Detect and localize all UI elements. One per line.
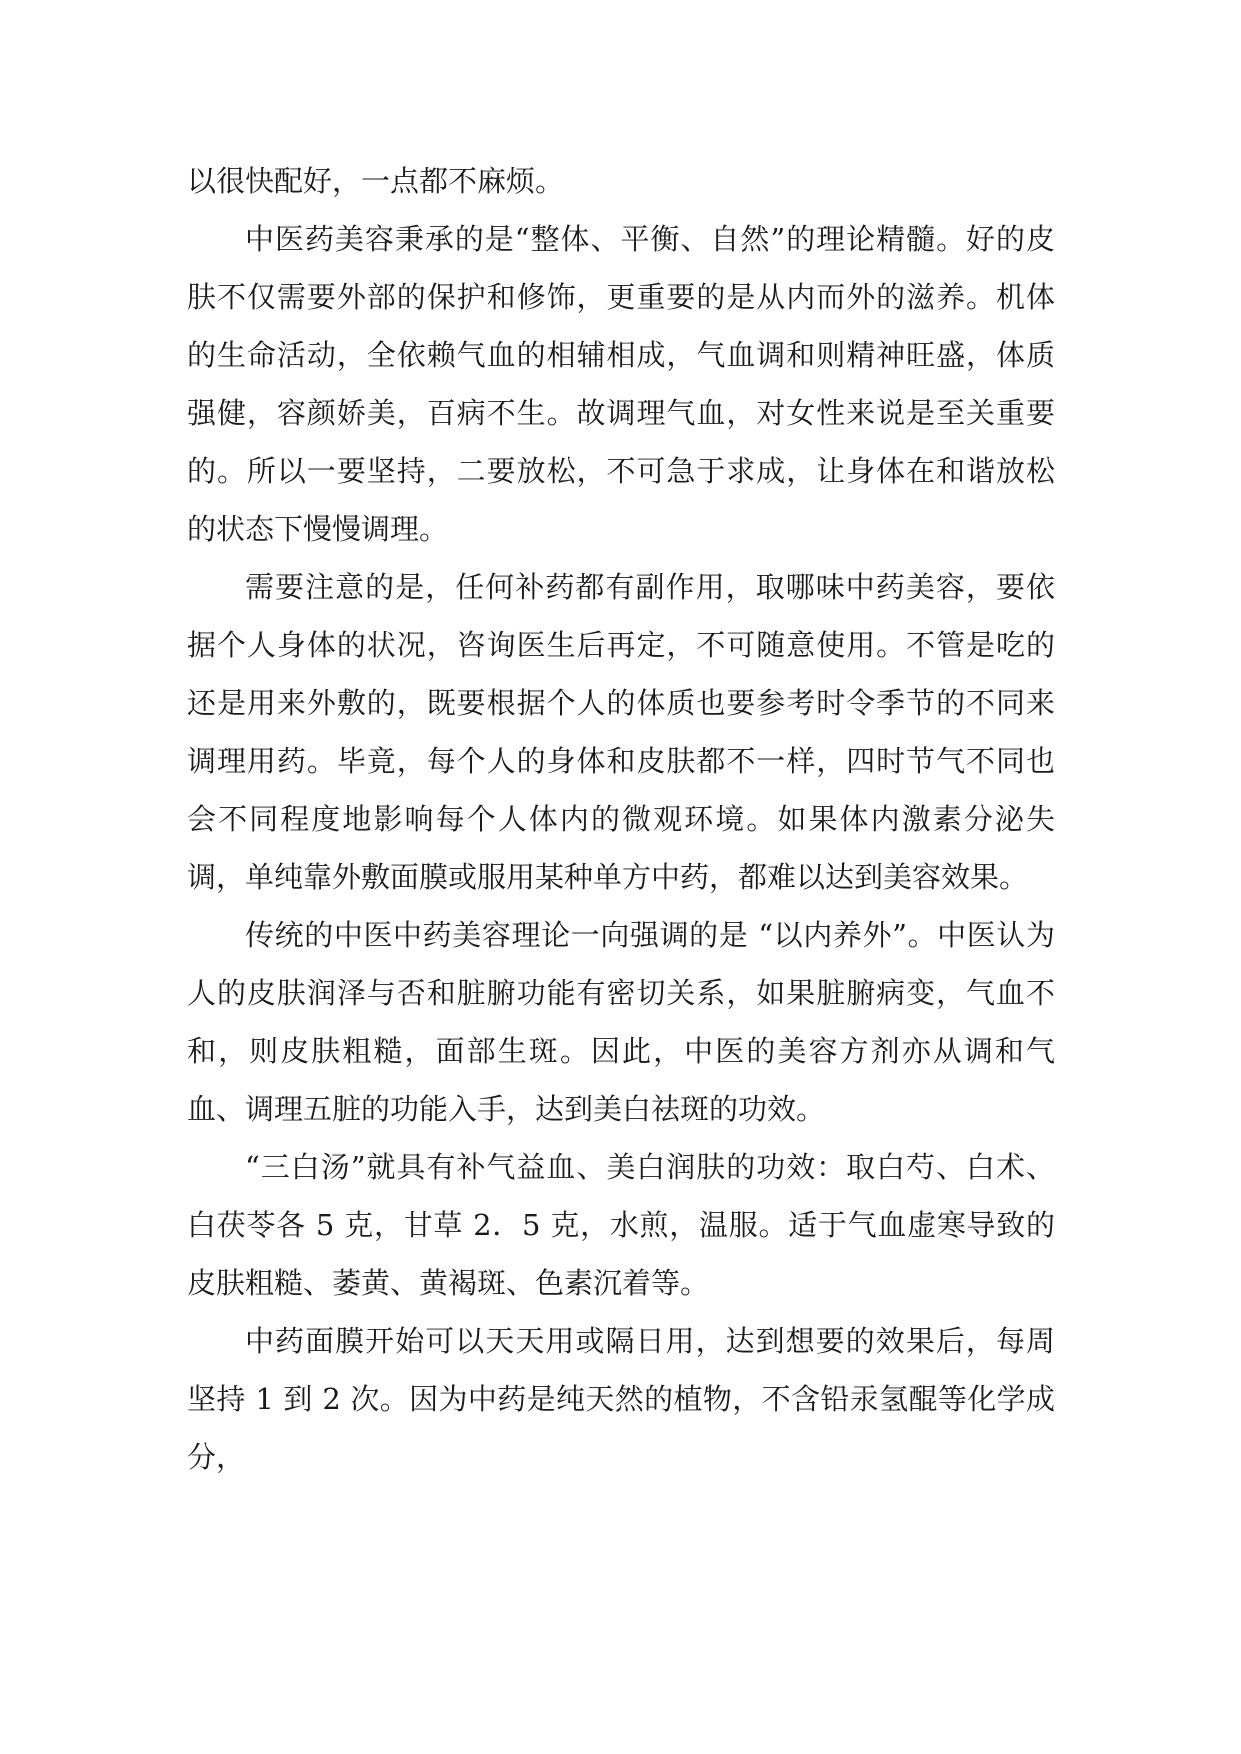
paragraph-continued: 以很快配好，一点都不麻烦。	[187, 164, 565, 198]
paragraph-caution: 需要注意的是，任何补药都有副作用，取哪味中药美容，要依据个人身体的状况，咨询医生后再定，不可随意使用。不管是吃的还是用来外敷的，既要根据个人的体质也要参考时令季节的不同来调理用药。毕竟，每个人的身体和皮肤都不一样，四时节气不同也会不同程度地影响每个人体内的微观环境。如果体内激素分泌失调，单纯靠外敷面膜或服用某种单方中药，都难以达到美容效果。	[187, 570, 1055, 894]
paragraph-herbal-mask: 中药面膜开始可以天天用或隔日用，达到想要的效果后，每周坚持 1 到 2 次。因为中药是纯天然的植物，不含铅汞氢醌等化学成分，	[187, 1324, 1055, 1474]
paragraph-sanbai-decoction: “三白汤”就具有补气益血、美白润肤的功效：取白芍、白术、白茯苓各 5 克，甘草 2．5 克，水煎，温服。适于气血虚寒导致的皮肤粗糙、萎黄、黄褐斑、色素沉着等。	[187, 1150, 1055, 1300]
paragraph-holistic-beauty: 中医药美容秉承的是“整体、平衡、自然”的理论精髓。好的皮肤不仅需要外部的保护和修饰，更重要的是从内而外的滋养。机体的生命活动，全依赖气血的相辅相成，气血调和则精神旺盛，体质强健，容颜娇美，百病不生。故调理气血，对女性来说是至关重要的。所以一要坚持，二要放松，不可急于求成，让身体在和谐放松的状态下慢慢调理。	[187, 222, 1055, 546]
article-body	[187, 152, 1055, 1486]
paragraph-nourish-inside: 传统的中医中药美容理论一向强调的是 “以内养外”。中医认为人的皮肤润泽与否和脏腑功能有密切关系，如果脏腑病变，气血不和，则皮肤粗糙，面部生斑。因此，中医的美容方剂亦从调和气血、调理五脏的功能入手，达到美白祛斑的功效。	[187, 918, 1055, 1126]
